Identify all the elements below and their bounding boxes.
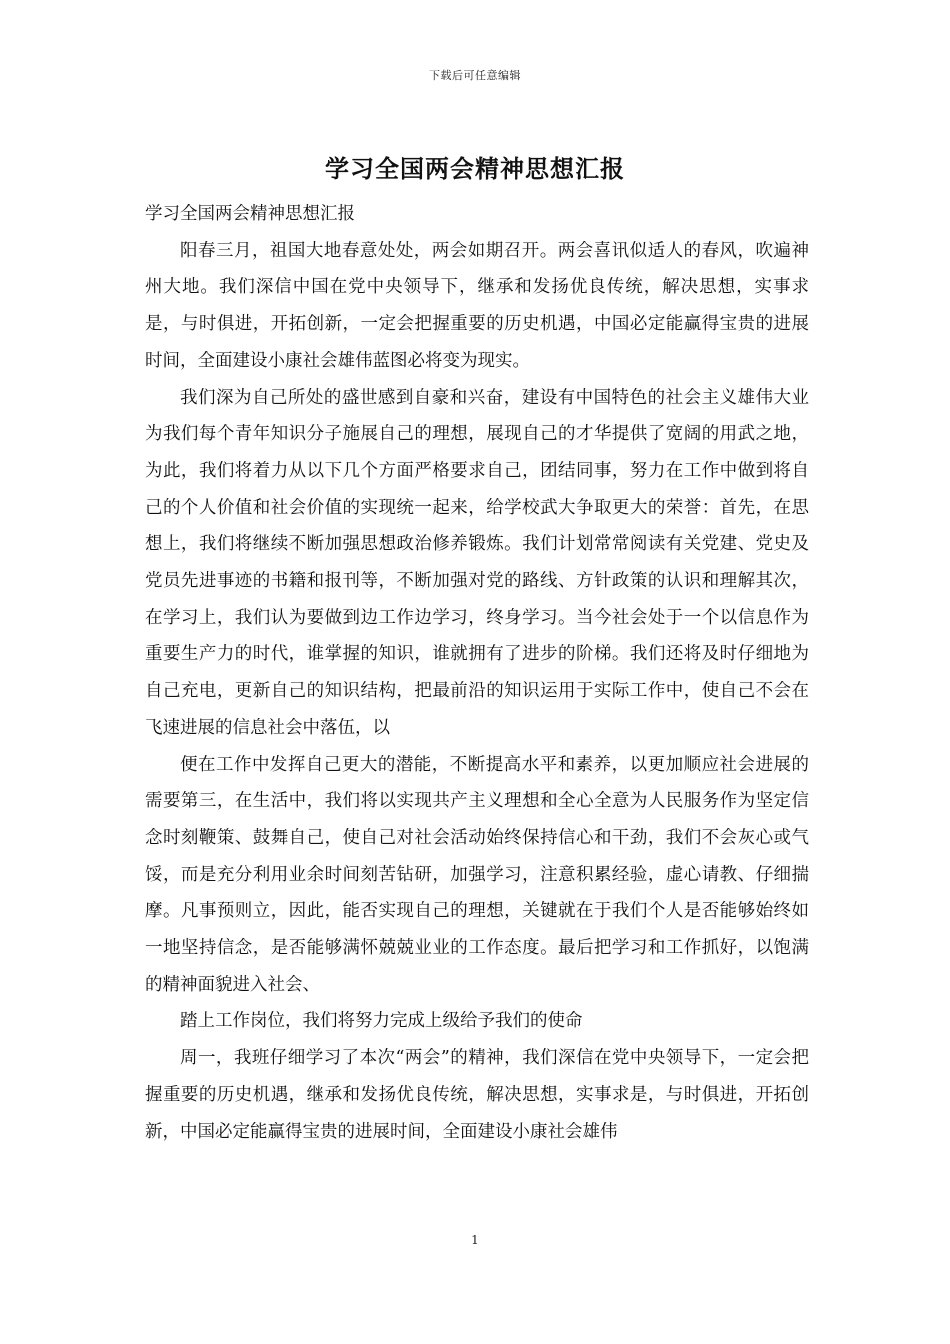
paragraph-3: 便在工作中发挥自己更大的潜能，不断提高水平和素养，以更加顺应社会进展的需要第三，在生活中，我们将以实现共产主义理想和全心全意为人民服务作为坚定信念时刻鞭策、鼓舞自己，使自己对社会活动始终保持信心和干劲，我们不会灰心或气馁，而是充分利用业余时间刻苦钻研，加强学习，注意积累经验，虚心请教、仔细揣摩。凡事预则立，因此，能否实现自己的理想，关键就在于我们个人是否能够始终如一地坚持信念，是否能够满怀兢兢业业的工作态度。最后把学习和工作抓好，以饱满的精神面貌进入社会、	[145, 754, 809, 995]
document-subtitle: 学习全国两会精神思想汇报	[145, 204, 355, 224]
paragraph-4: 踏上工作岗位，我们将努力完成上级给予我们的使命	[180, 1011, 583, 1032]
paragraph-5: 周一，我班仔细学习了本次“两会”的精神，我们深信在党中央领导下，一定会把握重要的历史机遇，继承和发扬优良传统，解决思想，实事求是，与时俱进，开拓创新，中国必定能赢得宝贵的进展时间，全面建设小康社会雄伟	[145, 1048, 809, 1142]
document-title: 学习全国两会精神思想汇报	[325, 154, 625, 183]
page-header-note: 下载后可任意编辑	[429, 69, 521, 82]
paragraph-2: 我们深为自己所处的盛世感到自豪和兴奋，建设有中国特色的社会主义雄伟大业为我们每个青年知识分子施展自己的理想，展现自己的才华提供了宽阔的用武之地，为此，我们将着力从以下几个方面严格要求自己，团结同事，努力在工作中做到将自己的个人价值和社会价值的实现统一起来，给学校武大争取更大的荣誉：首先，在思想上，我们将继续不断加强思想政治修养锻炼。我们计划常常阅读有关党建、党史及党员先进事迹的书籍和报刊等，不断加强对党的路线、方针政策的认识和理解其次，在学习上，我们认为要做到边工作边学习，终身学习。当今社会处于一个以信息作为重要生产力的时代，谁掌握的知识，谁就拥有了进步的阶梯。我们还将及时仔细地为自己充电，更新自己的知识结构，把最前沿的知识运用于实际工作中，使自己不会在飞速进展的信息社会中落伍，以	[145, 387, 809, 738]
document-body	[145, 196, 809, 1150]
paragraph-1: 阳春三月，祖国大地春意处处，两会如期召开。两会喜讯似适人的春风，吹遍神州大地。我们深信中国在党中央领导下，继承和发扬优良传统，解决思想，实事求是，与时俱进，开拓创新，一定会把握重要的历史机遇，中国必定能赢得宝贵的进展时间，全面建设小康社会雄伟蓝图必将变为现实。	[145, 240, 809, 371]
page-number: 1	[471, 1233, 479, 1247]
